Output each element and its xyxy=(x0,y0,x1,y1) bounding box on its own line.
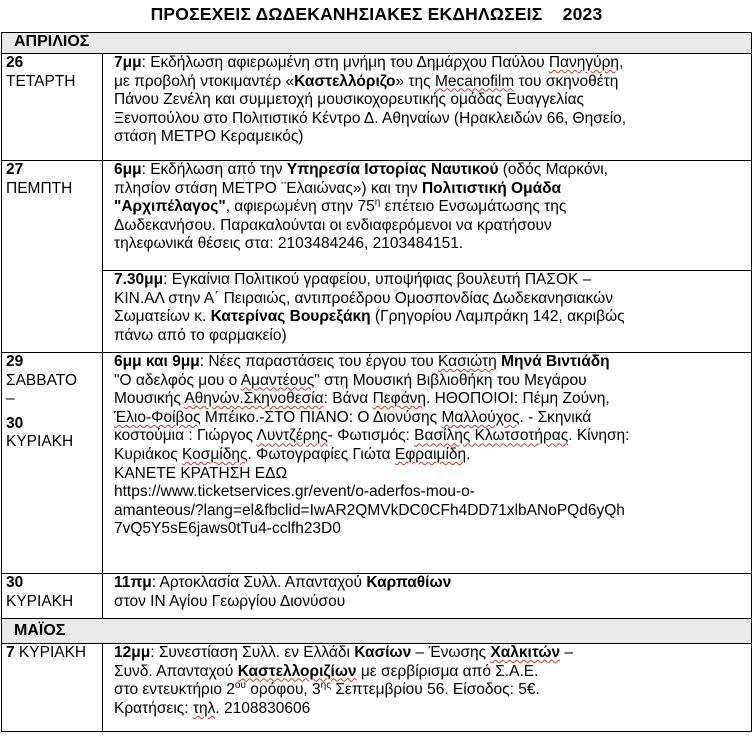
event-time: 11πμ xyxy=(114,574,152,591)
table-row xyxy=(2,644,752,732)
booking-link-label[interactable]: ΚΑΝΕΤΕ ΚΡΑΤΗΣΗ ΕΔΩ xyxy=(114,464,288,482)
date-number: 26 xyxy=(6,54,24,71)
event-cell: 7.30μμ: Εγκαίνια Πολιτικού γραφείου, υποψήφιας βουλευτή ΠΑΣΟΚ – ΚΙΝ.ΑΛ στην Α΄ Πειραιώς, αντιπροέδρου Ομοσπονδίας Δωδεκανησιακών Σωματείων κ. Κατερίνας Βουρεξάκη (Γρηγορίου Λαμπράκη 142, ακριβώς πάνω από το φαρμακείο) xyxy=(103,271,752,353)
date-number: 29 xyxy=(6,353,24,370)
event-time: 7μμ xyxy=(114,54,142,71)
date-cell xyxy=(2,353,103,574)
film-title: Καστελλόριζο xyxy=(294,72,396,90)
table-row xyxy=(2,353,752,574)
events-table xyxy=(1,32,752,732)
event-cell: 6μμ και 9μμ: Νέες παραστάσεις του έργου του Κασιώτη Μηνά Βιντιάδη "Ο αδελφός μου ο Αμαντέους" στη Μουσική Βιβλιοθήκη του Μεγάρου Μουσικής Αθηνών.Σκηνοθεσία: Βάνα Πεφάνη. ΗΘΟΠΟΙΟΙ: Πέμη Ζούνη, Έλιο-Φοίβος Μπέικο.-ΣΤΟ ΠΙΑΝΟ: Ο Διονύσης Μαλλούχος. - Σκηνικά κοστούμια : Γιώργος Λυντζέρης- Φωτισμός: Βασίλης Κλωτσοτήρας. Κίνηση: Κυριάκος Κοσμίδης. Φωτογραφίες Γιώτα Εφραιμίδη. ΚΑΝΕΤΕ ΚΡΑΤΗΣΗ ΕΔΩ https://www.ticketservices.gr/event/o-aderfos-mou-o- amanteous/?lang=el&fbclid=IwAR2QMVkDC0CFh4DD71xlbANoPQd6yQh 7vQ5Y5sE6jaws0tTu4-cclfh23D0 xyxy=(103,353,752,574)
ticket-url[interactable]: 7vQ5Y5sE6jaws0tTu4-cclfh23D0 xyxy=(114,520,341,538)
table-row xyxy=(2,574,752,619)
ticket-url[interactable]: amanteous/?lang=el&fbclid=IwAR2QMVkDC0CFh4DD71xlbANoPQd6yQh xyxy=(114,501,625,519)
day-name: ΠΕΜΠΤΗ xyxy=(6,179,73,197)
event-time: 6μμ xyxy=(114,161,142,178)
ticket-url[interactable]: https://www.ticketservices.gr/event/o-aderfos-mou-o- xyxy=(114,483,475,501)
date-number: 30 xyxy=(6,574,24,591)
date-number: 30 xyxy=(6,414,24,432)
day-name: ΚΥΡΙΑΚΗ xyxy=(14,644,87,661)
date-cell xyxy=(2,161,103,353)
day-name: ΚΥΡΙΑΚΗ xyxy=(6,433,74,451)
month-label-april: ΑΠΡΙΛΙΟΣ xyxy=(2,33,752,54)
event-cell: 6μμ: Εκδήλωση από την Υπηρεσία Ιστορίας Ναυτικού (οδός Μαρκόνι, πλησίον στάση ΜΕΤΡΟ ¨Ελαιώνας») και την Πολιτιστική Ομάδα "Αρχιπέλαγος", αφιερωμένη στην $75^\eta$ επέτειο Ενσωμάτωσης της Δωδεκανήσου. Παρακαλούνται οι ενδιαφερόμενοι να κρατήσουν τηλεφωνικά θέσεις στα: 2103484246, 2103484151. xyxy=(103,161,752,271)
event-cell: 11πμ: Αρτοκλασία Συλλ. Απανταχού Καρπαθίων στον ΙΝ Αγίου Γεωργίου Διονύσου xyxy=(103,574,752,619)
day-name: ΤΕΤΑΡΤΗ xyxy=(6,72,76,90)
table-row xyxy=(2,54,752,161)
date-number: 27 xyxy=(6,161,24,178)
date-number: 7 xyxy=(6,644,15,661)
date-cell xyxy=(2,644,103,732)
event-time: 6μμ και 9μμ xyxy=(114,353,200,370)
range-dash: – xyxy=(6,390,15,408)
date-cell xyxy=(2,574,103,619)
table-row xyxy=(2,271,752,353)
day-name: ΚΥΡΙΑΚΗ xyxy=(6,592,74,610)
month-label-may: ΜΑΪΟΣ xyxy=(2,619,752,644)
day-name: ΣΑΒΒΑΤΟ xyxy=(6,371,78,389)
date-cell xyxy=(2,54,103,161)
month-row-may xyxy=(2,619,752,644)
month-row-april xyxy=(2,33,752,54)
table-row xyxy=(2,161,752,271)
page-title: ΠΡΟΣΕΧΕΙΣ ΔΩΔΕΚΑΝΗΣΙΑΚΕΣ ΕΚΔΗΛΩΣΕΙΣ 2023 xyxy=(150,4,603,24)
event-cell: 7μμ: Εκδήλωση αφιερωμένη στη μνήμη του Δημάρχου Παύλου Πανηγύρη, με προβολή ντοκιμαντέρ «Καστελλόριζο» της Mecanofilm του σκηνοθέτη Πάνου Ζενέλη και συμμετοχή μουσικοχορευτικής ομάδας Ευαγγελίας Ξενοπούλου στο Πολιτιστικό Κέντρο Δ. Αθηναίων (Ηρακλειδών 66, Θησείο, στάση ΜΕΤΡΟ Κεραμεικός) xyxy=(103,54,752,161)
event-cell: 12μμ: Συνεστίαση Συλλ. εν Ελλάδι Κασίων – Ένωσης Χαλκιτών – Συνδ. Απανταχού Καστελλοριζίων με σερβίρισμα από Σ.Α.Ε. στο εντευκτήριο $2^{o\upsilon}$ ορόφου, $3^{\eta\varsigma}$ Σεπτεμβρίου 56. Είσοδος: 5€. Κρατήσεις: τηλ. 2108830606 xyxy=(103,644,752,732)
event-time: 12μμ xyxy=(114,644,151,661)
event-time: 7.30μμ xyxy=(114,271,164,288)
